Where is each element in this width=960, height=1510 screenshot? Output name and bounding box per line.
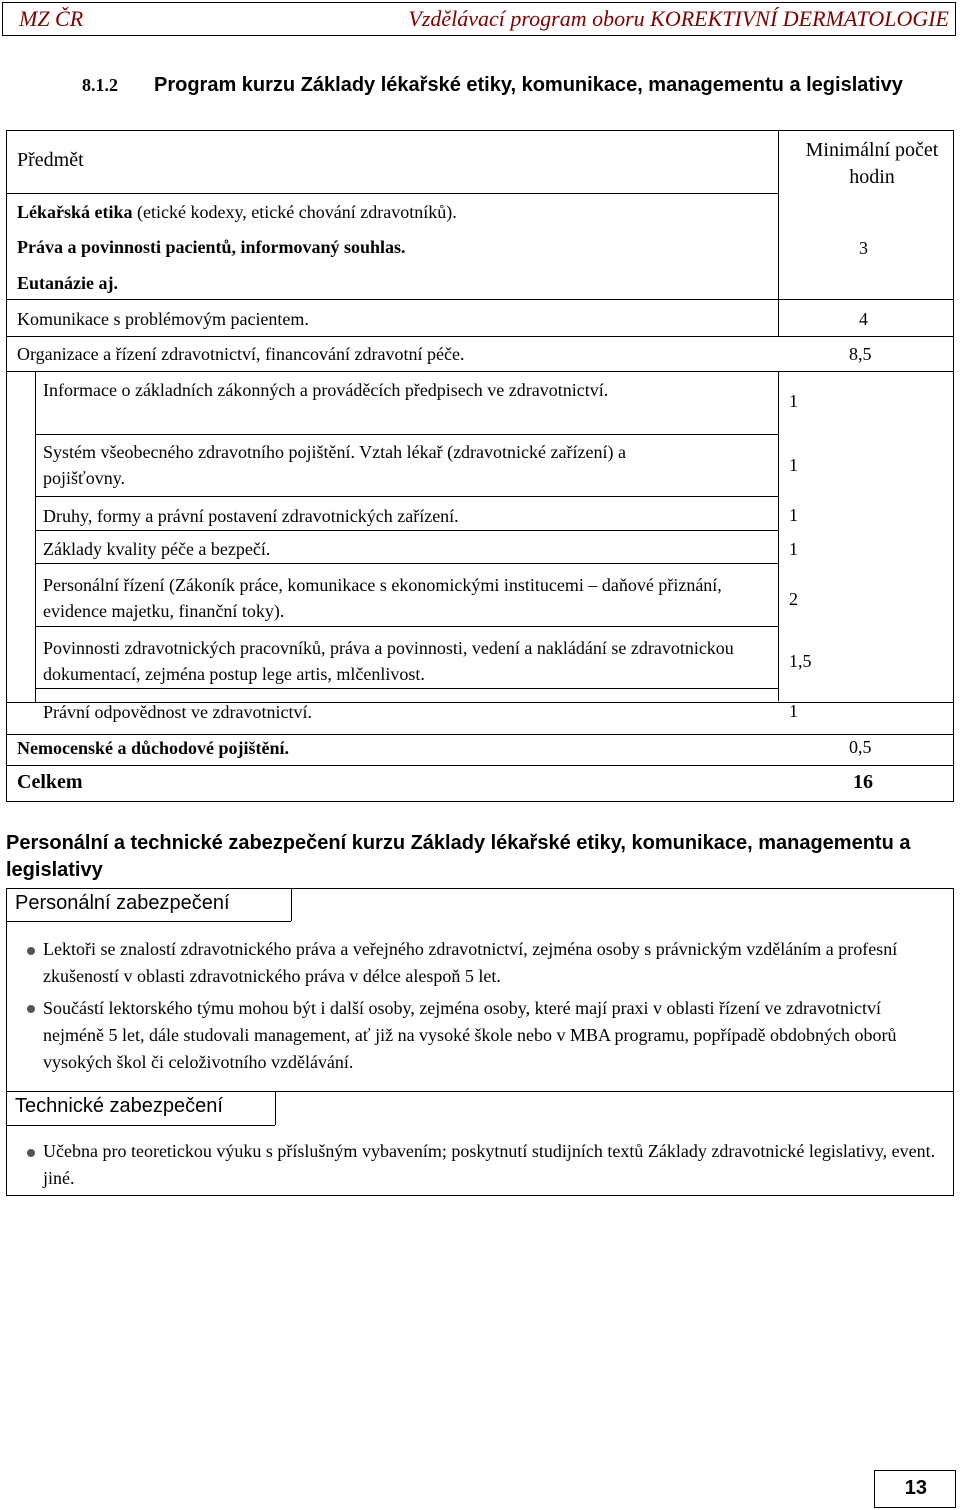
staffing-box (6, 888, 954, 1196)
staffing-title: Personální a technické zabezpečení kurzu Základy lékařské etiky, komunikace, managementu a legislativy (6, 832, 911, 881)
course-table (6, 130, 954, 802)
subrow-insurance: Systém všeobecného zdravotního pojištění. Vztah lékař (zdravotnické zařízení) a pojišťovny. (43, 442, 626, 488)
technical-label: Technické zabezpečení (15, 1095, 223, 1117)
row-sickness-insurance: Nemocenské a důchodové pojištění. (17, 738, 290, 758)
subrow-liability-hours: 1 (789, 701, 798, 721)
subrow-duties-hours: 1,5 (789, 651, 812, 671)
personal-label: Personální zabezpečení (15, 892, 230, 914)
col-subject-header: Předmět (17, 149, 84, 171)
row-euthanasia: Eutanázie aj. (17, 273, 118, 293)
header-left: MZ ČR (19, 6, 84, 31)
row-ethics-bold: Lékařská etika (17, 202, 133, 222)
row-rights: Práva a povinnosti pacientů, informovaný souhlas. (17, 237, 406, 257)
personal-item-1: Lektoři se znalostí zdravotnického práva a veřejného zdravotnictví, zejména osoby s právnickým vzděláním a profesní zkušeností v oblasti zdravotnického práva v délce alespoň 5 let. (43, 939, 898, 986)
row-ethics-hours: 3 (859, 238, 868, 258)
subrow-personnel: Personální řízení (Zákoník práce, komunikace s ekonomickými institucemi – daňové přiznání, evidence majetku, finanční toky). (43, 575, 722, 621)
total-hours: 16 (853, 771, 873, 793)
row-ethics-rest: (etické kodexy, etické chování zdravotníků). (132, 202, 457, 222)
col-hours-header: Minimální počet hodin (805, 139, 939, 188)
personal-item-2: Součástí lektorského týmu mohou být i další osoby, zejména osoby, které mají praxi v oblasti řízení ve zdravotnictví nejméně 5 let, dále studovali management, ať již na vysoké škole nebo v MBA programu, popřípadě obdobných oborů vysokých škol či celoživotního vzdělávání. (43, 998, 897, 1072)
bullet-icon (27, 947, 35, 955)
section-number: 8.1.2 (82, 75, 118, 95)
section-heading: Program kurzu Základy lékařské etiky, komunikace, managementu a legislativy (154, 74, 903, 96)
subrow-liability: Právní odpovědnost ve zdravotnictví. (43, 702, 312, 722)
row-organization-hours: 8,5 (849, 344, 872, 364)
row-communication-hours: 4 (859, 309, 868, 329)
subrow-quality-hours: 1 (789, 539, 798, 559)
bullet-icon (27, 1005, 35, 1013)
page-number-box (874, 1470, 956, 1508)
row-ethics (17, 199, 457, 225)
page-header (2, 2, 956, 36)
page-number: 13 (904, 1477, 927, 1499)
subrow-insurance-hours: 1 (789, 455, 798, 475)
subrow-facilities: Druhy, formy a právní postavení zdravotnických zařízení. (43, 506, 459, 526)
subrow-personnel-hours: 2 (789, 589, 798, 609)
row-communication: Komunikace s problémovým pacientem. (17, 309, 309, 329)
subrow-duties: Povinnosti zdravotnických pracovníků, práva a povinnosti, vedení a nakládání se zdravotnickou dokumentací, zejména postup lege artis, mlčenlivost. (43, 638, 734, 684)
row-organization: Organizace a řízení zdravotnictví, financování zdravotní péče. (17, 344, 465, 364)
technical-item-1: Učebna pro teoretickou výuku s příslušným vybavením; poskytnutí studijních textů Základy zdravotnické legislativy, event. jiné. (43, 1141, 936, 1188)
subrow-facilities-hours: 1 (789, 505, 798, 525)
total-label: Celkem (17, 771, 83, 793)
header-right: Vzdělávací program oboru KOREKTIVNÍ DERMATOLOGIE (408, 6, 949, 31)
row-sickness-insurance-hours: 0,5 (849, 737, 872, 757)
subrow-quality: Základy kvality péče a bezpečí. (43, 539, 271, 559)
bullet-icon (27, 1149, 35, 1157)
subrow-legislation: Informace o základních zákonných a prováděcích předpisech ve zdravotnictví. (43, 380, 609, 400)
subrow-legislation-hours: 1 (789, 391, 798, 411)
